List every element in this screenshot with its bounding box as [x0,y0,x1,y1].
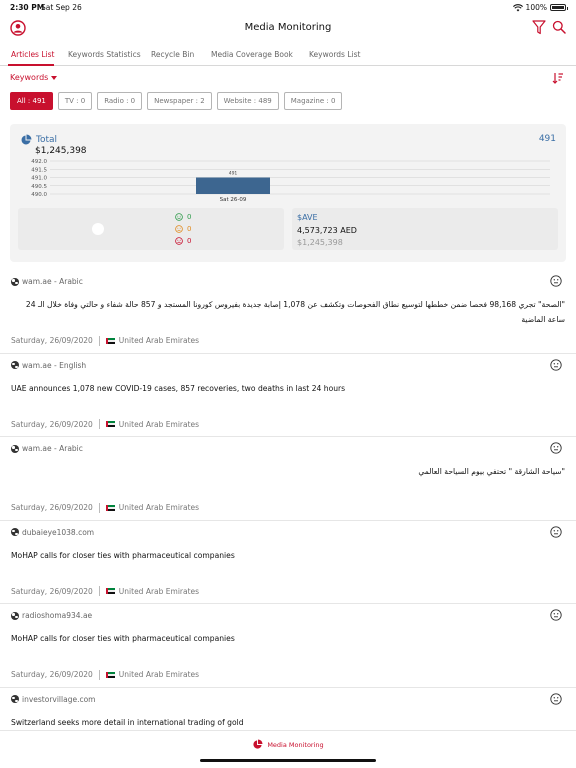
status-time: 2:30 PM [10,3,45,12]
meta-divider [99,503,100,513]
article-item[interactable] [0,604,576,688]
meta-divider [99,419,100,429]
article-source-text: investorvillage.com [22,694,96,704]
neutral-face-icon[interactable] [550,693,562,705]
sentiment-negative [175,235,191,247]
article-date: Saturday, 26/09/2020 [11,670,93,679]
tab-keywords-statistics[interactable]: Keywords Statistics [68,50,141,59]
sad-face-icon [175,237,183,245]
battery-percent: 100% [525,3,547,12]
tab-recycle-bin[interactable]: Recycle Bin [151,50,195,59]
keywords-row [0,70,576,86]
article-country: United Arab Emirates [118,336,200,345]
x-tick-label: Sat 26-09 [219,197,247,203]
filter-chip-tv[interactable]: TV : 0 [58,92,92,110]
sort-icon[interactable] [552,72,564,84]
bottom-tab-media-monitoring[interactable] [0,739,576,750]
article-source [11,528,94,537]
filter-chip-all[interactable]: All : 491 [10,92,53,110]
filter-chip-website[interactable]: Website : 489 [217,92,279,110]
globe-icon [11,445,19,453]
total-value: $1,245,398 [35,146,87,156]
article-title[interactable]: MoHAP calls for closer ties with pharmaceutical companies [11,550,235,560]
article-title[interactable]: "سياحة الشارقة " تحتفي بيوم السياحة العالمي [418,467,565,476]
neutral-face-icon [175,225,183,233]
sentiment-positive [175,211,191,223]
neutral-face-icon[interactable] [550,609,562,621]
uae-flag-icon [106,338,115,344]
article-source [11,444,83,453]
smile-icon [175,213,183,221]
article-title[interactable]: Switzerland seeks more detail in international trading of gold [11,717,244,727]
article-country: United Arab Emirates [118,419,200,429]
summary-card [10,124,566,262]
article-meta [11,586,199,596]
total-header [20,134,57,146]
uae-flag-icon [106,505,115,511]
sentiment-positive-count: 0 [187,213,192,221]
total-count: 491 [538,134,556,144]
article-source-text: dubaieye1038.com [22,527,95,537]
article-title[interactable]: MoHAP calls for closer ties with pharmaceutical companies [11,634,235,643]
y-tick-label: 492.0 [31,159,47,165]
ave-aed-value: 4,573,723 AED [297,226,357,235]
article-source-text: wam.ae - Arabic [22,277,83,286]
neutral-face-icon[interactable] [550,275,562,287]
tab-keywords-list[interactable]: Keywords List [309,50,361,59]
article-date: Saturday, 26/09/2020 [11,419,93,429]
sentiment-neutral [175,223,191,235]
article-source [11,361,86,370]
y-tick-label: 490.5 [31,183,47,190]
meta-divider [99,586,100,596]
meta-divider [99,336,100,346]
articles-bar-chart [20,156,560,206]
uae-flag-icon [106,672,115,678]
globe-icon [11,361,19,369]
article-date: Saturday, 26/09/2020 [11,503,93,512]
chart-bar[interactable] [196,178,270,195]
globe-icon [11,278,19,286]
globe-icon [11,612,19,620]
tab-articles-list[interactable]: Articles List [11,50,55,59]
article-source [11,611,92,620]
search-icon[interactable] [552,20,566,34]
article-country: United Arab Emirates [118,670,200,679]
uae-flag-icon [106,421,115,427]
article-source [11,695,95,704]
article-source-text: wam.ae - English [22,360,87,370]
article-title[interactable]: "الصحة" تجري 98,168 فحصا ضمن خططها لتوسيع نطاق الفحوصات وتكشف عن 1,078 إصابة جديدة بفيروس كورونا المستجد و 857 حالة شفاء و حالتي وفاة خلال الـ 24 ساعة الماضية [25,300,565,324]
home-indicator [200,759,376,762]
neutral-face-icon[interactable] [550,442,562,454]
filter-icon[interactable] [532,20,546,35]
article-source [11,277,83,286]
active-tab-indicator [8,64,54,66]
total-label: Total [36,135,58,145]
article-meta [11,419,199,429]
article-country: United Arab Emirates [118,586,200,596]
globe-icon [11,528,19,536]
filter-chip-newspaper[interactable]: Newspaper : 2 [147,92,212,110]
keywords-label: Keywords [10,73,49,82]
ave-label: $AVE [297,213,318,222]
uae-flag-icon [106,588,115,594]
bar-data-label: 491 [228,171,238,177]
article-item[interactable] [0,270,576,354]
battery-icon [550,4,566,11]
sentiment-negative-count: 0 [187,237,192,245]
filter-chip-radio[interactable]: Radio : 0 [97,92,142,110]
source-filter-chips [10,92,342,110]
media-monitoring-icon [252,739,263,750]
bottom-tab-bar [0,730,576,768]
y-tick-label: 491.0 [31,175,47,182]
article-source-text: radioshoma934.ae [22,611,93,620]
wifi-icon [513,4,523,12]
ave-summary [292,208,558,250]
y-tick-label: 490.0 [31,192,47,198]
bottom-tab-label: Media Monitoring [267,740,324,749]
article-meta [11,503,199,513]
nav-bar [0,14,576,42]
article-date: Saturday, 26/09/2020 [11,586,93,596]
meta-divider [99,670,100,680]
sentiment-neutral-count: 0 [187,225,192,233]
neutral-face-icon[interactable] [550,526,562,538]
article-country: United Arab Emirates [118,503,200,512]
article-item[interactable] [0,521,576,605]
sentiment-summary [18,208,284,250]
page-title: Media Monitoring [244,22,332,33]
caret-down-icon [51,76,57,80]
pie-chart-icon [20,134,32,146]
article-date: Saturday, 26/09/2020 [11,336,93,345]
globe-icon [11,695,19,703]
status-date: Sat Sep 26 [41,3,82,12]
article-meta [11,670,199,680]
status-right [513,3,566,12]
article-item[interactable] [0,354,576,438]
articles-list [0,270,576,768]
tab-bar [0,44,576,66]
filter-chip-magazine[interactable]: Magazine : 0 [284,92,343,110]
y-tick-label: 491.5 [31,167,47,174]
status-bar [0,0,576,14]
article-source-text: wam.ae - Arabic [22,444,83,453]
keywords-dropdown[interactable] [10,73,57,82]
article-item[interactable] [0,437,576,521]
sentiment-list [175,211,191,247]
tab-media-coverage-book[interactable]: Media Coverage Book [211,50,293,59]
neutral-face-icon[interactable] [550,359,562,371]
sentiment-pie [92,223,104,235]
article-title[interactable]: UAE announces 1,078 new COVID-19 cases, 857 recoveries, two deaths in last 24 hours [11,383,346,393]
article-meta [11,336,199,346]
ave-usd-value: $1,245,398 [297,238,343,247]
